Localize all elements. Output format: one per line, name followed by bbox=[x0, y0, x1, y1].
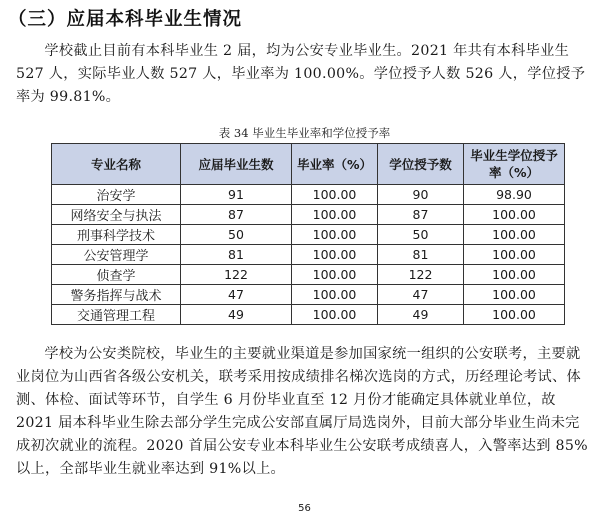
employment-paragraph: 学校为公安类院校，毕业生的主要就业渠道是参加国家统一组织的公安联考，主要就业岗位为山西省各级公安机关，联考采用按成绩排名梯次选岗的方式，历经理论考试、体测、体检、面试等环节，自学生 6 月份毕业直至 12 月份才能确定具体就业单位，故 2021 届本科毕业生除去部分学生完成公安部直属厅局选岗外，目前大部分毕业生尚未完成初次就业的流程。2020 首届公安专业本科毕业生公安联考成绩喜人，入警率达到 85%以上，全部毕业生就业率达到 91%以上。 bbox=[16, 346, 588, 477]
header-degrees: 学位授予数 bbox=[378, 144, 464, 185]
table-cell: 100.00 bbox=[292, 245, 378, 265]
table-cell: 90 bbox=[378, 185, 464, 205]
table-row bbox=[52, 305, 565, 325]
table-header-row bbox=[52, 144, 565, 185]
table-cell: 100.00 bbox=[464, 285, 565, 305]
table-cell: 81 bbox=[378, 245, 464, 265]
table-cell: 100.00 bbox=[464, 225, 565, 245]
table-cell: 87 bbox=[181, 205, 292, 225]
header-major: 专业名称 bbox=[52, 144, 181, 185]
table-row bbox=[52, 205, 565, 225]
cell-major-name: 侦查学 bbox=[52, 265, 181, 285]
section-heading: （三）应届本科毕业生情况 bbox=[8, 9, 243, 30]
table-cell: 100.00 bbox=[292, 305, 378, 325]
cell-major-name: 刑事科学技术 bbox=[52, 225, 181, 245]
table-cell: 49 bbox=[378, 305, 464, 325]
table-cell: 100.00 bbox=[292, 185, 378, 205]
table-cell: 100.00 bbox=[464, 205, 565, 225]
cell-major-name: 治安学 bbox=[52, 185, 181, 205]
table-row bbox=[52, 185, 565, 205]
table-cell: 50 bbox=[378, 225, 464, 245]
table-body bbox=[52, 185, 565, 325]
table-cell: 100.00 bbox=[292, 285, 378, 305]
table-cell: 122 bbox=[378, 265, 464, 285]
table-cell: 47 bbox=[378, 285, 464, 305]
table-cell: 100.00 bbox=[292, 225, 378, 245]
table-cell: 49 bbox=[181, 305, 292, 325]
table-cell: 81 bbox=[181, 245, 292, 265]
table-cell: 100.00 bbox=[464, 265, 565, 285]
table-cell: 100.00 bbox=[292, 205, 378, 225]
table-cell: 87 bbox=[378, 205, 464, 225]
header-graduates: 应届毕业生数 bbox=[181, 144, 292, 185]
table-cell: 50 bbox=[181, 225, 292, 245]
cell-major-name: 警务指挥与战术 bbox=[52, 285, 181, 305]
table-cell: 100.00 bbox=[292, 265, 378, 285]
page-number: 56 bbox=[298, 503, 311, 514]
cell-major-name: 交通管理工程 bbox=[52, 305, 181, 325]
table-caption: 表 34 毕业生毕业率和学位授予率 bbox=[218, 126, 391, 140]
table-row bbox=[52, 225, 565, 245]
intro-paragraph: 学校截止目前有本科毕业生 2 届，均为公安专业毕业生。2021 年共有本科毕业生 527 人，实际毕业人数 527 人，毕业率为 100.00%。学位授予人数 526 人，学位授予率为 99.81%。 bbox=[16, 43, 586, 105]
table-cell: 122 bbox=[181, 265, 292, 285]
graduation-table bbox=[51, 143, 565, 325]
table-cell: 47 bbox=[181, 285, 292, 305]
header-graduation-rate: 毕业率（%） bbox=[292, 144, 378, 185]
table-cell: 98.90 bbox=[464, 185, 565, 205]
table-row bbox=[52, 265, 565, 285]
header-degree-rate: 毕业生学位授予率（%） bbox=[464, 144, 565, 185]
cell-major-name: 网络安全与执法 bbox=[52, 205, 181, 225]
table-cell: 100.00 bbox=[464, 245, 565, 265]
table-row bbox=[52, 245, 565, 265]
cell-major-name: 公安管理学 bbox=[52, 245, 181, 265]
table-cell: 91 bbox=[181, 185, 292, 205]
table-cell: 100.00 bbox=[464, 305, 565, 325]
table-row bbox=[52, 285, 565, 305]
